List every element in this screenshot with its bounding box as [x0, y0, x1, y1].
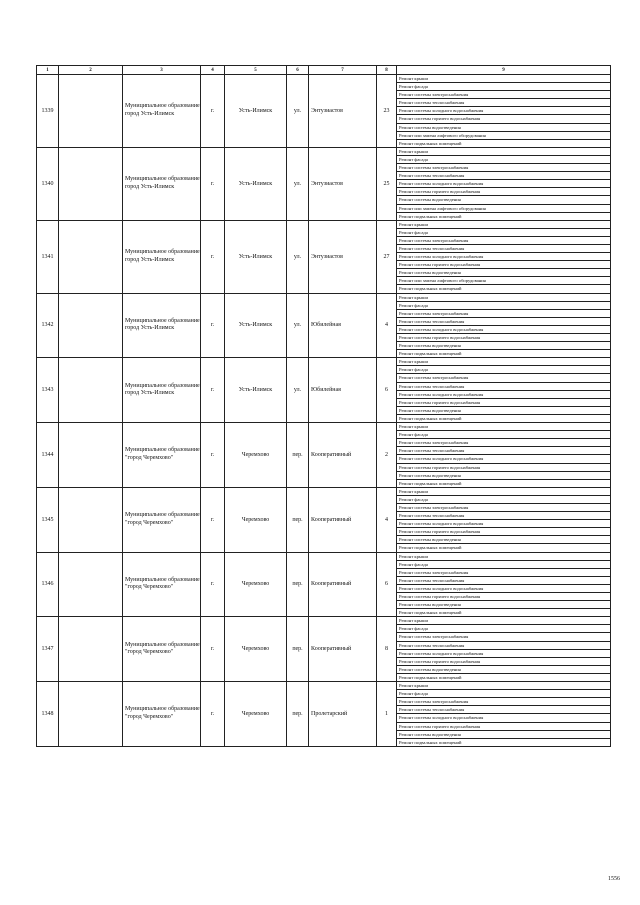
work-type-cell: Ремонт фасада — [397, 431, 611, 439]
work-type-cell: Ремонт системы электроснабжения — [397, 439, 611, 447]
empty-cell — [59, 75, 123, 148]
header-cell: 5 — [225, 66, 287, 75]
work-type-cell: Ремонт системы электроснабжения — [397, 568, 611, 576]
settlement-type-cell: г. — [201, 293, 225, 358]
settlement-cell: Усть-Илимск — [225, 75, 287, 148]
table-row — [37, 617, 611, 625]
table-row — [37, 220, 611, 228]
work-type-cell: Ремонт фасада — [397, 155, 611, 163]
settlement-cell: Усть-Илимск — [225, 358, 287, 423]
record-number-cell: 1340 — [37, 147, 59, 220]
settlement-type-cell: г. — [201, 617, 225, 682]
record-number-cell: 1342 — [37, 293, 59, 358]
header-cell: 4 — [201, 66, 225, 75]
work-type-cell: Ремонт крыши — [397, 617, 611, 625]
work-type-cell: Ремонт подвальных помещений — [397, 414, 611, 422]
record-number-cell: 1348 — [37, 682, 59, 747]
municipality-cell: Муниципальное образование "город Черемхово" — [123, 423, 201, 488]
table-row — [37, 552, 611, 560]
work-type-cell: Ремонт системы холодного водоснабжения — [397, 107, 611, 115]
work-type-cell: Ремонт системы электроснабжения — [397, 164, 611, 172]
municipality-cell: Муниципальное образование город Усть-Илимск — [123, 220, 201, 293]
municipality-cell: Муниципальное образование "город Черемхово" — [123, 617, 201, 682]
work-type-cell: Ремонт системы электроснабжения — [397, 236, 611, 244]
work-type-cell: Ремонт крыши — [397, 147, 611, 155]
street-type-cell: пер. — [287, 552, 309, 617]
street-type-cell: ул. — [287, 147, 309, 220]
work-type-cell: Ремонт крыши — [397, 552, 611, 560]
work-type-cell: Ремонт фасада — [397, 228, 611, 236]
work-type-cell: Ремонт системы водоотведения — [397, 406, 611, 414]
street-cell: Юбилейная — [309, 293, 377, 358]
work-type-cell: Ремонт подвальных помещений — [397, 673, 611, 681]
work-type-cell: Ремонт системы горячего водоснабжения — [397, 463, 611, 471]
record-number-cell: 1339 — [37, 75, 59, 148]
settlement-type-cell: г. — [201, 358, 225, 423]
house-number-cell: 23 — [377, 75, 397, 148]
work-type-cell: Ремонт системы горячего водоснабжения — [397, 334, 611, 342]
header-cell: 7 — [309, 66, 377, 75]
house-number-cell: 4 — [377, 487, 397, 552]
empty-cell — [59, 358, 123, 423]
house-number-cell: 25 — [377, 147, 397, 220]
settlement-type-cell: г. — [201, 423, 225, 488]
work-type-cell: Ремонт подвальных помещений — [397, 479, 611, 487]
work-type-cell: Ремонт подвальных помещений — [397, 544, 611, 552]
work-type-cell: Ремонт или замена лифтового оборудования — [397, 131, 611, 139]
work-type-cell: Ремонт фасада — [397, 690, 611, 698]
settlement-type-cell: г. — [201, 220, 225, 293]
work-type-cell: Ремонт системы холодного водоснабжения — [397, 180, 611, 188]
work-type-cell: Ремонт системы теплоснабжения — [397, 99, 611, 107]
table-row — [37, 293, 611, 301]
work-type-cell: Ремонт системы электроснабжения — [397, 503, 611, 511]
empty-cell — [59, 682, 123, 747]
settlement-cell: Черемхово — [225, 682, 287, 747]
work-type-cell: Ремонт системы холодного водоснабжения — [397, 520, 611, 528]
record-number-cell: 1341 — [37, 220, 59, 293]
table-row — [37, 358, 611, 366]
empty-cell — [59, 423, 123, 488]
street-type-cell: ул. — [287, 293, 309, 358]
work-type-cell: Ремонт системы водоотведения — [397, 123, 611, 131]
municipality-cell: Муниципальное образование "город Черемхово" — [123, 552, 201, 617]
work-type-cell: Ремонт подвальных помещений — [397, 139, 611, 147]
work-type-cell: Ремонт крыши — [397, 293, 611, 301]
table-body — [37, 75, 611, 747]
work-type-cell: Ремонт фасада — [397, 560, 611, 568]
header-cell: 6 — [287, 66, 309, 75]
street-type-cell: ул. — [287, 358, 309, 423]
settlement-cell: Черемхово — [225, 487, 287, 552]
work-type-cell: Ремонт системы холодного водоснабжения — [397, 584, 611, 592]
work-type-cell: Ремонт фасада — [397, 301, 611, 309]
empty-cell — [59, 293, 123, 358]
house-number-cell: 4 — [377, 293, 397, 358]
municipality-cell: Муниципальное образование город Усть-Илимск — [123, 358, 201, 423]
street-type-cell: пер. — [287, 487, 309, 552]
house-number-cell: 1 — [377, 682, 397, 747]
work-type-cell: Ремонт или замена лифтового оборудования — [397, 277, 611, 285]
empty-cell — [59, 220, 123, 293]
work-type-cell: Ремонт системы холодного водоснабжения — [397, 714, 611, 722]
settlement-cell: Черемхово — [225, 552, 287, 617]
work-type-cell: Ремонт системы теплоснабжения — [397, 706, 611, 714]
street-cell: Энтузиастов — [309, 147, 377, 220]
house-number-cell: 2 — [377, 423, 397, 488]
record-number-cell: 1345 — [37, 487, 59, 552]
work-type-cell: Ремонт системы электроснабжения — [397, 309, 611, 317]
work-type-cell: Ремонт крыши — [397, 682, 611, 690]
work-type-cell: Ремонт фасада — [397, 625, 611, 633]
work-type-cell: Ремонт или замена лифтового оборудования — [397, 204, 611, 212]
work-type-cell: Ремонт системы горячего водоснабжения — [397, 528, 611, 536]
work-type-cell: Ремонт подвальных помещений — [397, 609, 611, 617]
header-cell: 8 — [377, 66, 397, 75]
work-type-cell: Ремонт крыши — [397, 487, 611, 495]
street-cell: Кооперативный — [309, 617, 377, 682]
work-type-cell: Ремонт системы холодного водоснабжения — [397, 390, 611, 398]
settlement-cell: Усть-Илимск — [225, 293, 287, 358]
house-number-cell: 8 — [377, 617, 397, 682]
work-type-cell: Ремонт системы водоотведения — [397, 342, 611, 350]
table-row — [37, 75, 611, 83]
table-row — [37, 147, 611, 155]
work-type-cell: Ремонт системы водоотведения — [397, 471, 611, 479]
empty-cell — [59, 147, 123, 220]
work-type-cell: Ремонт системы водоотведения — [397, 269, 611, 277]
work-type-cell: Ремонт системы холодного водоснабжения — [397, 253, 611, 261]
work-type-cell: Ремонт системы горячего водоснабжения — [397, 593, 611, 601]
work-type-cell: Ремонт системы теплоснабжения — [397, 447, 611, 455]
header-cell: 1 — [37, 66, 59, 75]
header-cell: 3 — [123, 66, 201, 75]
work-type-cell: Ремонт фасада — [397, 495, 611, 503]
work-type-cell: Ремонт системы теплоснабжения — [397, 172, 611, 180]
work-type-cell: Ремонт системы водоотведения — [397, 665, 611, 673]
record-number-cell: 1347 — [37, 617, 59, 682]
record-number-cell: 1344 — [37, 423, 59, 488]
work-type-cell: Ремонт системы горячего водоснабжения — [397, 722, 611, 730]
work-type-cell: Ремонт системы электроснабжения — [397, 698, 611, 706]
work-type-cell: Ремонт системы теплоснабжения — [397, 512, 611, 520]
header-cell: 9 — [397, 66, 611, 75]
work-type-cell: Ремонт системы электроснабжения — [397, 374, 611, 382]
settlement-cell: Черемхово — [225, 423, 287, 488]
street-type-cell: пер. — [287, 682, 309, 747]
table-row — [37, 487, 611, 495]
work-type-cell: Ремонт крыши — [397, 75, 611, 83]
work-type-cell: Ремонт подвальных помещений — [397, 212, 611, 220]
street-cell: Кооперативный — [309, 423, 377, 488]
work-type-cell: Ремонт системы горячего водоснабжения — [397, 188, 611, 196]
work-type-cell: Ремонт системы теплоснабжения — [397, 382, 611, 390]
street-cell: Юбилейная — [309, 358, 377, 423]
record-number-cell: 1343 — [37, 358, 59, 423]
work-type-cell: Ремонт системы горячего водоснабжения — [397, 398, 611, 406]
work-type-cell: Ремонт системы горячего водоснабжения — [397, 115, 611, 123]
municipality-cell: Муниципальное образование "город Черемхово" — [123, 487, 201, 552]
work-type-cell: Ремонт крыши — [397, 220, 611, 228]
work-type-cell: Ремонт подвальных помещений — [397, 350, 611, 358]
work-type-cell: Ремонт крыши — [397, 358, 611, 366]
house-number-cell: 6 — [377, 358, 397, 423]
settlement-cell: Усть-Илимск — [225, 220, 287, 293]
settlement-cell: Усть-Илимск — [225, 147, 287, 220]
settlement-type-cell: г. — [201, 75, 225, 148]
settlement-cell: Черемхово — [225, 617, 287, 682]
table-row — [37, 682, 611, 690]
work-type-cell: Ремонт системы теплоснабжения — [397, 317, 611, 325]
work-type-cell: Ремонт системы электроснабжения — [397, 91, 611, 99]
work-type-cell: Ремонт подвальных помещений — [397, 285, 611, 293]
work-type-cell: Ремонт системы горячего водоснабжения — [397, 657, 611, 665]
record-number-cell: 1346 — [37, 552, 59, 617]
street-cell: Кооперативный — [309, 552, 377, 617]
works-table — [36, 65, 611, 747]
empty-cell — [59, 487, 123, 552]
work-type-cell: Ремонт системы теплоснабжения — [397, 576, 611, 584]
header-cell: 2 — [59, 66, 123, 75]
settlement-type-cell: г. — [201, 147, 225, 220]
house-number-cell: 27 — [377, 220, 397, 293]
header-row — [37, 66, 611, 75]
street-cell: Энтузиастов — [309, 220, 377, 293]
work-type-cell: Ремонт системы водоотведения — [397, 601, 611, 609]
work-type-cell: Ремонт системы холодного водоснабжения — [397, 325, 611, 333]
settlement-type-cell: г. — [201, 487, 225, 552]
work-type-cell: Ремонт системы водоотведения — [397, 196, 611, 204]
street-type-cell: ул. — [287, 75, 309, 148]
work-type-cell: Ремонт фасада — [397, 83, 611, 91]
settlement-type-cell: г. — [201, 552, 225, 617]
street-cell: Энтузиастов — [309, 75, 377, 148]
empty-cell — [59, 617, 123, 682]
work-type-cell: Ремонт системы холодного водоснабжения — [397, 455, 611, 463]
work-type-cell: Ремонт системы теплоснабжения — [397, 244, 611, 252]
work-type-cell: Ремонт системы теплоснабжения — [397, 641, 611, 649]
settlement-type-cell: г. — [201, 682, 225, 747]
work-type-cell: Ремонт крыши — [397, 423, 611, 431]
work-type-cell: Ремонт системы электроснабжения — [397, 633, 611, 641]
work-type-cell: Ремонт системы холодного водоснабжения — [397, 649, 611, 657]
municipality-cell: Муниципальное образование "город Черемхово" — [123, 682, 201, 747]
work-type-cell: Ремонт подвальных помещений — [397, 738, 611, 746]
house-number-cell: 6 — [377, 552, 397, 617]
street-type-cell: пер. — [287, 617, 309, 682]
work-type-cell: Ремонт системы водоотведения — [397, 730, 611, 738]
empty-cell — [59, 552, 123, 617]
table-row — [37, 423, 611, 431]
street-type-cell: пер. — [287, 423, 309, 488]
street-type-cell: ул. — [287, 220, 309, 293]
page-number: 1556 — [608, 876, 620, 882]
work-type-cell: Ремонт системы водоотведения — [397, 536, 611, 544]
municipality-cell: Муниципальное образование город Усть-Илимск — [123, 293, 201, 358]
work-type-cell: Ремонт фасада — [397, 366, 611, 374]
municipality-cell: Муниципальное образование город Усть-Илимск — [123, 75, 201, 148]
municipality-cell: Муниципальное образование город Усть-Илимск — [123, 147, 201, 220]
street-cell: Кооперативный — [309, 487, 377, 552]
street-cell: Пролетарский — [309, 682, 377, 747]
work-type-cell: Ремонт системы горячего водоснабжения — [397, 261, 611, 269]
